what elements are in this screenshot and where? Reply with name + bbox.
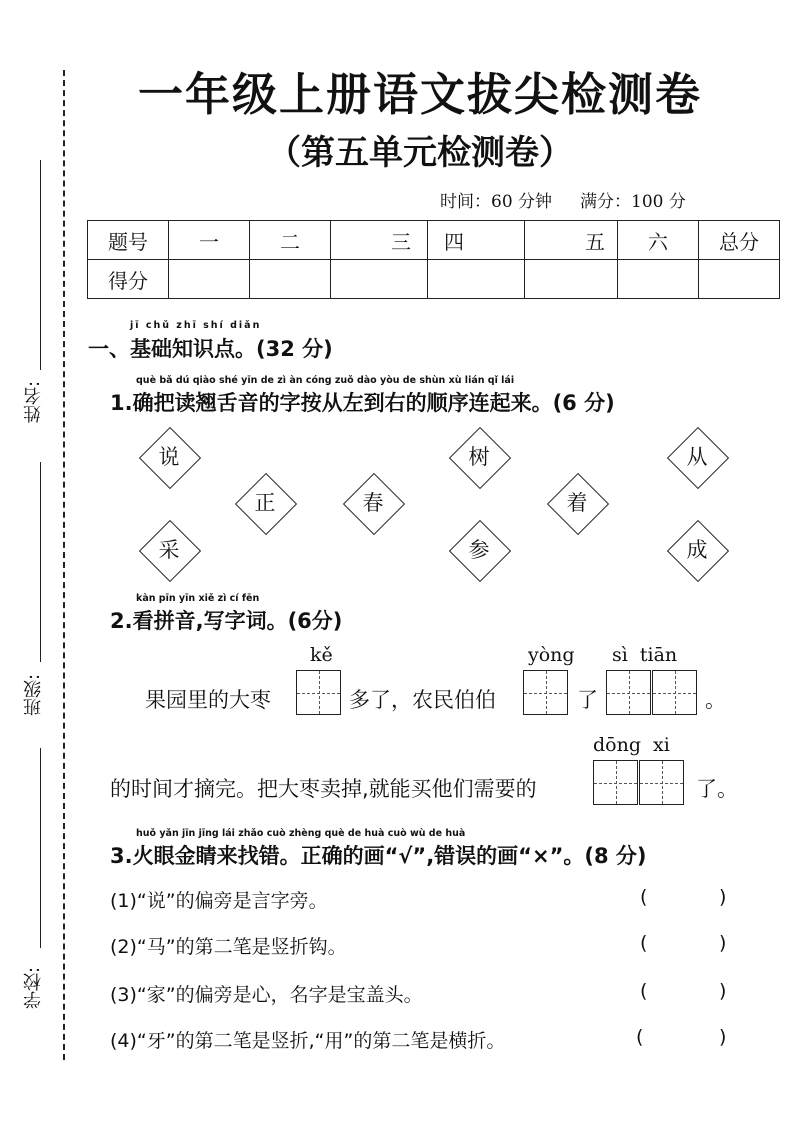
q1-pinyin: què bǎ dú qiào shé yīn de zì àn cóng zuǒ dào yòu de shùn xù lián qǐ lái [136, 375, 515, 386]
answer-paren-close: ) [719, 980, 727, 1002]
score-table [87, 220, 780, 299]
writing-box[interactable] [639, 760, 684, 805]
char-diamond[interactable]: 春 [341, 471, 405, 535]
writing-box[interactable] [606, 670, 651, 715]
answer-paren-open[interactable]: ( [640, 932, 648, 954]
score-cell: 二 [250, 221, 331, 260]
name-field-line [40, 462, 41, 662]
char-diamond[interactable]: 成 [665, 518, 729, 582]
name-label: 姓名: [23, 380, 44, 424]
answer-paren-close: ) [719, 932, 727, 954]
section1-heading: 一、基础知识点。(32 分) [88, 337, 333, 361]
school-label: 学校: [23, 966, 44, 1010]
writing-box[interactable] [523, 670, 568, 715]
score-cell: 一 [169, 221, 250, 260]
writing-box[interactable] [652, 670, 697, 715]
q3-item: (4)“牙”的第二笔是竖折,“用”的第二笔是横折。 [110, 1030, 506, 1052]
score-input-cell[interactable] [250, 260, 331, 299]
char-diamond[interactable]: 树 [447, 425, 511, 489]
binding-dashed-line [63, 70, 65, 1060]
q2-line1-b: 多了，农民伯伯 [349, 688, 496, 712]
name-line [40, 160, 41, 370]
char-diamond[interactable]: 说 [137, 425, 201, 489]
q3-item: (2)“马”的第二笔是竖折钩。 [110, 936, 347, 958]
answer-paren-open[interactable]: ( [636, 1026, 644, 1048]
char-diamond[interactable]: 参 [447, 518, 511, 582]
q2-line1-c: 了 [577, 688, 598, 712]
score-cell: 六 [618, 221, 699, 260]
score-input-cell[interactable] [525, 260, 618, 299]
page-title: 一年级上册语文拔尖检测卷 [137, 68, 702, 121]
time-limit: 时间：60 分钟 [440, 192, 553, 212]
pinyin-si-tian: sì tiān [612, 644, 678, 666]
score-cell: 题号 [88, 221, 169, 260]
q2-line1-a: 果园里的大枣 [145, 688, 271, 712]
q2-pinyin: kàn pīn yīn xiě zì cí fēn [136, 593, 260, 604]
score-table-score-row [88, 260, 780, 299]
score-input-cell[interactable] [699, 260, 780, 299]
q3-item: (1)“说”的偏旁是言字旁。 [110, 890, 328, 912]
pinyin-dong-xi: dōng xi [593, 734, 670, 756]
char-diamond[interactable]: 从 [665, 425, 729, 489]
class-field-line [40, 748, 41, 948]
full-score: 满分：100 分 [580, 192, 686, 212]
score-input-cell[interactable] [618, 260, 699, 299]
answer-paren-close: ) [719, 886, 727, 908]
class-label: 班级: [23, 673, 44, 717]
q3-heading: 3.火眼金睛来找错。正确的画“√”,错误的画“×”。(8 分) [110, 844, 647, 868]
score-input-cell[interactable] [169, 260, 250, 299]
answer-paren-open[interactable]: ( [640, 980, 648, 1002]
score-cell: 总分 [699, 221, 780, 260]
char-diamond[interactable]: 正 [233, 471, 297, 535]
exam-info [440, 187, 686, 212]
q2-line2-a: 的时间才摘完。把大枣卖掉,就能买他们需要的 [110, 777, 537, 801]
answer-paren-close: ) [719, 1026, 727, 1048]
q1-heading: 1.确把读翘舌音的字按从左到右的顺序连起来。(6 分) [110, 391, 615, 415]
pinyin-ke: kě [310, 644, 333, 666]
score-input-cell[interactable] [428, 260, 525, 299]
answer-paren-open[interactable]: ( [640, 886, 648, 908]
q2-line2-b: 了。 [696, 777, 738, 801]
char-diamond[interactable]: 着 [545, 471, 609, 535]
score-cell: 三 [331, 221, 428, 260]
section1-pinyin: jī chǔ zhī shí diǎn [130, 320, 262, 331]
score-input-cell[interactable] [331, 260, 428, 299]
q3-pinyin: huǒ yǎn jīn jīng lái zhǎo cuò zhèng què de huà cuò wù de huà [136, 828, 466, 839]
score-cell: 四 [428, 221, 525, 260]
page-subtitle: （第五单元检测卷） [267, 133, 573, 173]
score-table-header-row [88, 221, 780, 260]
char-diamond[interactable]: 采 [137, 518, 201, 582]
writing-box[interactable] [296, 670, 341, 715]
q2-line1-d: 。 [705, 688, 726, 712]
writing-box[interactable] [593, 760, 638, 805]
q3-item: (3)“家”的偏旁是心，名字是宝盖头。 [110, 984, 423, 1006]
score-cell: 得分 [88, 260, 169, 299]
q2-heading: 2.看拼音,写字词。(6分) [110, 609, 343, 633]
score-cell: 五 [525, 221, 618, 260]
pinyin-yong: yòng [528, 644, 575, 666]
